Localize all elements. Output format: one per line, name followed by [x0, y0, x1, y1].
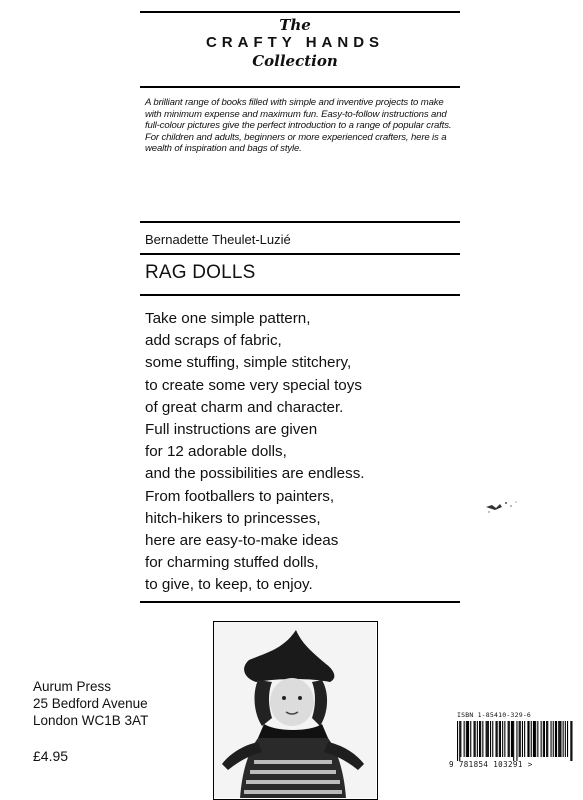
description-line: Full instructions are given: [145, 421, 318, 439]
series-title-collection: Collection: [252, 52, 338, 70]
series-blurb: A brilliant range of books filled with simple and inventive projects to make with minimum expense and maximum fun. Easy-to-follow instructions and full-colour pictures give the perfect introduction to a range of popular crafts. For children and adults, beginners or more experienced crafters, here is a wealth of inspiration and bags of style.: [145, 97, 452, 155]
series-rule: [140, 86, 460, 88]
isbn-barcode: [447, 711, 575, 773]
top-rule: [140, 11, 460, 13]
description-line: From footballers to painters,: [145, 487, 335, 505]
barcode-icon: [457, 721, 573, 761]
description-line: and the possibilities are endless.: [145, 465, 365, 483]
isbn-label: ISBN 1-85410-329-6: [457, 711, 532, 719]
ean-mark: >: [527, 760, 533, 769]
publisher-address: [33, 678, 148, 729]
publisher-city: London WC1B 3AT: [33, 713, 149, 728]
ean-first-digit: 9: [449, 760, 454, 769]
doll-face: [270, 678, 314, 726]
description-line: of great charm and character.: [145, 398, 344, 416]
price: £4.95: [33, 748, 69, 764]
ean-right-digits: 103291: [493, 760, 523, 769]
ean-left-digits: 781854: [458, 760, 489, 769]
ean-digits: [449, 760, 533, 769]
description-line: Take one simple pattern,: [145, 310, 311, 327]
description-line: here are easy-to-make ideas: [145, 532, 339, 550]
description-line: add scraps of fabric,: [145, 332, 282, 350]
title-rule: [140, 294, 460, 296]
description-line: to give, to keep, to enjoy.: [145, 576, 313, 594]
cover-photo: [213, 621, 378, 800]
description-line: for 12 adorable dolls,: [145, 443, 287, 461]
description-line: some stuffing, simple stitchery,: [145, 354, 352, 372]
description-rule: [140, 601, 460, 603]
blurb-rule: [140, 221, 460, 223]
scan-speck: [482, 495, 522, 517]
rag-doll-photo: [214, 622, 376, 798]
description-line: to create some very special toys: [145, 376, 362, 394]
author-rule: [140, 253, 460, 255]
book-title: RAG DOLLS: [145, 262, 256, 283]
publisher-name: Aurum Press: [33, 679, 112, 694]
book-description: [145, 308, 465, 597]
author-name: Bernadette Theulet-Luzié: [145, 232, 291, 247]
series-title-name: CRAFTY HANDS: [205, 34, 385, 51]
description-line: hitch-hikers to princesses,: [145, 509, 321, 527]
publisher-street: 25 Bedford Avenue: [33, 696, 148, 711]
description-line: for charming stuffed dolls,: [145, 554, 319, 572]
series-title-the: The: [279, 16, 311, 34]
